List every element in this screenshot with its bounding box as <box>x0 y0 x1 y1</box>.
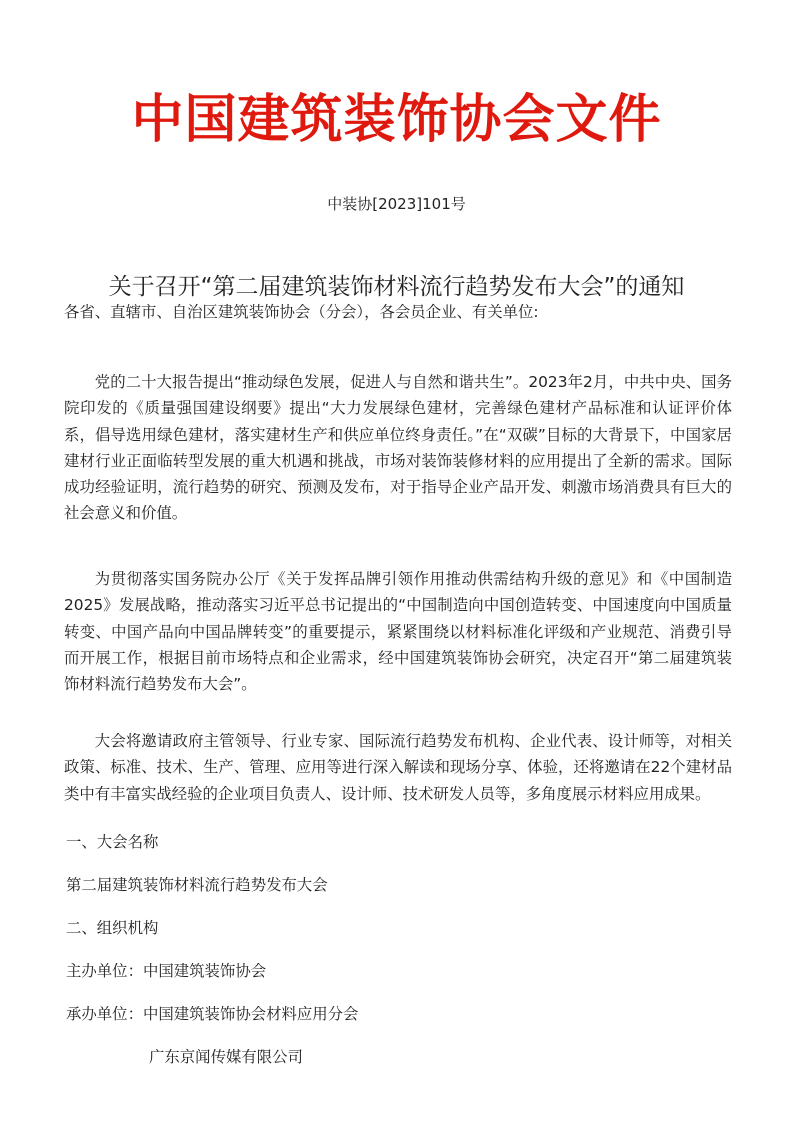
paragraph-invitation: 大会将邀请政府主管领导、行业专家、国际流行趋势发布机构、企业代表、设计师等，对相关政策、标准、技术、生产、管理、应用等进行深入解读和现场分享、体验，还将邀请在22个建材品类中有丰富实战经验的企业项目负责人、设计师、技术研发人员等，多角度展示材料应用成果。 <box>64 732 732 803</box>
host-unit-line <box>66 958 266 984</box>
conference-name: 第二届建筑装饰材料流行趋势发布大会 <box>66 876 328 894</box>
organizer-unit-line <box>66 1001 358 1027</box>
paragraph-background: 党的二十大报告提出“推动绿色发展，促进人与自然和谐共生”。2023年2月，中共中央、国务院印发的《质量强国建设纲要》提出“大力发展绿色建材，完善绿色建材产品标准和认证评价体系，倡导选用绿色建材，落实建材生产和供应单位终身责任。”在“双碳”目标的大背景下，中国家居建材行业正面临转型发展的重大机遇和挑战，市场对装饰装修材料的应用提出了全新的需求。国际成功经验证明，流行趋势的研究、预测及发布，对于指导企业产品开发、刺激市场消费具有巨大的社会意义和价值。 <box>64 373 732 523</box>
section-heading-conference-name: 一、大会名称 <box>66 833 159 851</box>
document-number: 中装协[2023]101号 <box>327 195 466 213</box>
organizer-unit-value-2: 广东京闻传媒有限公司 <box>149 1048 303 1066</box>
organizer-unit-label: 承办单位： <box>66 1005 143 1023</box>
paragraph-purpose: 为贯彻落实国务院办公厅《关于发挥品牌引领作用推动供需结构升级的意见》和《中国制造2025》发展战略，推动落实习近平总书记提出的“中国制造向中国创造转变、中国速度向中国质量转变、中国产品向中国品牌转变”的重要提示，紧紧围绕以材料标准化评级和产业规范、消费引导而开展工作，根据目前市场特点和企业需求，经中国建筑装饰协会研究，决定召开“第二届建筑装饰材料流行趋势发布大会”。 <box>64 570 732 694</box>
organizer-unit-value-1: 中国建筑装饰协会材料应用分会 <box>142 1005 359 1023</box>
salutation: 各省、直辖市、自治区建筑装饰协会（分会），各会员企业、有关单位: <box>64 303 539 321</box>
notice-title: 关于召开“第二届建筑装饰材料流行趋势发布大会”的通知 <box>108 274 685 300</box>
section-heading-organization: 二、组织机构 <box>66 919 159 937</box>
host-unit-label: 主办单位： <box>66 962 143 980</box>
host-unit-value: 中国建筑装饰协会 <box>142 962 267 980</box>
document-masthead: 中国建筑装饰协会文件 <box>131 89 662 150</box>
